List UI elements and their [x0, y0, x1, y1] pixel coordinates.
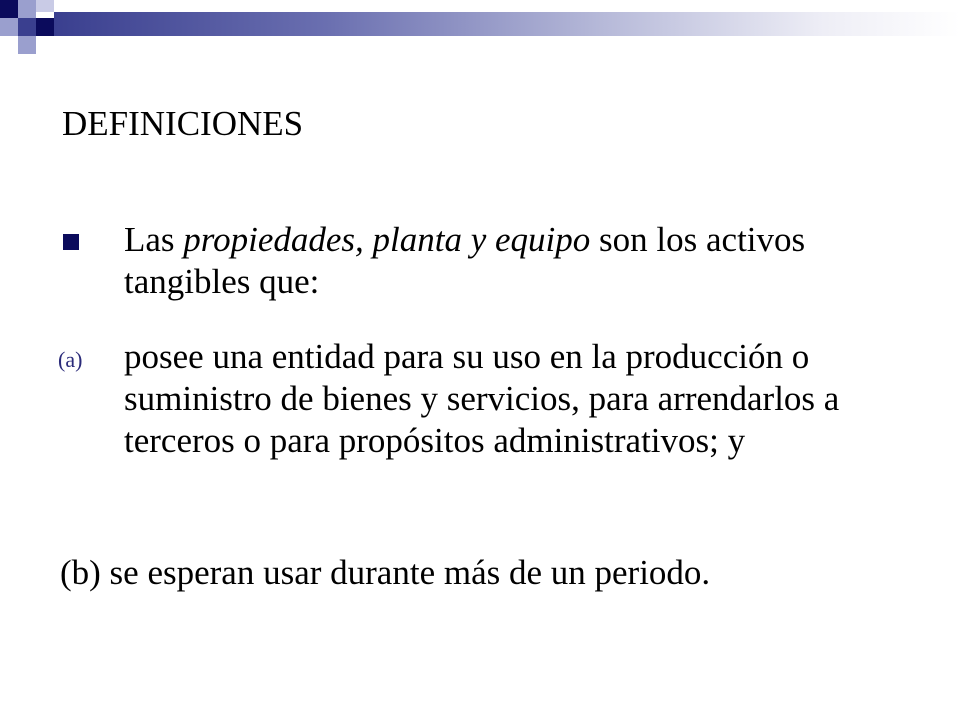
decor-square	[18, 36, 36, 54]
definition-text-after: son los activos tangibles que:	[124, 220, 806, 301]
slide-title: DEFINICIONES	[62, 104, 304, 143]
square-bullet-icon	[63, 234, 79, 250]
decor-square	[18, 18, 36, 36]
decor-square	[36, 0, 54, 12]
item-a-marker: (a)	[58, 347, 83, 372]
definition-paragraph	[124, 219, 914, 303]
decor-square	[0, 18, 18, 36]
decor-square	[0, 0, 18, 18]
decor-square	[18, 0, 36, 18]
definition-term: propiedades, planta y equipo	[183, 220, 591, 259]
item-b-text: (b) se esperan usar durante más de un periodo.	[60, 553, 711, 592]
header-gradient-bar	[54, 12, 960, 36]
definition-text-before: Las	[124, 220, 184, 259]
item-a-text: posee una entidad para su uso en la producción o suministro de bienes y servicios, para arrendarlos a terceros o para propósitos administrativos; y	[124, 337, 840, 460]
header-decoration	[0, 0, 960, 60]
decor-square	[36, 18, 54, 36]
